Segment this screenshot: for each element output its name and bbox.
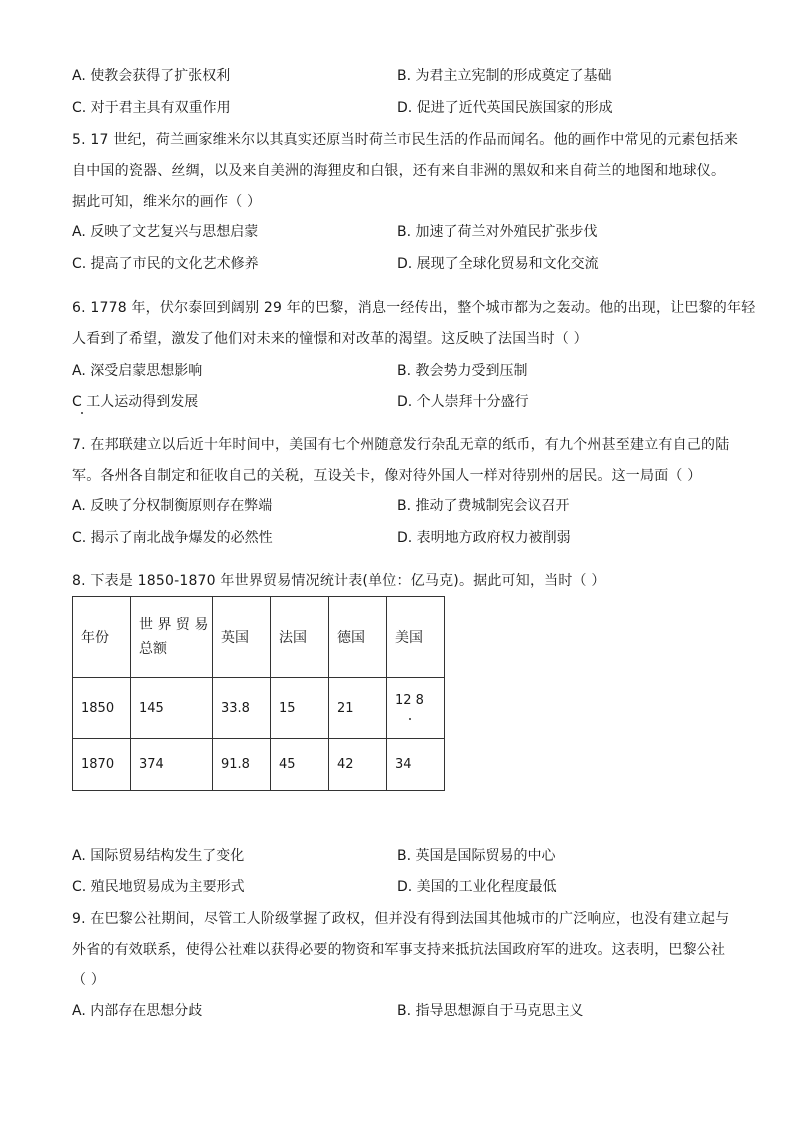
q7-option-d[interactable]: D. 表明地方政府权力被削弱 (397, 530, 571, 546)
q5-stem-line-2: 自中国的瓷器、丝绸，以及来自美洲的海狸皮和白银，还有来自非洲的黑奴和来自荷兰的地图和地球仪。 (72, 163, 726, 179)
cell-france-1870: 45 (271, 739, 329, 791)
header-germany: 德国 (329, 597, 387, 678)
q7-option-c[interactable]: C. 揭示了南北战争爆发的必然性 (72, 530, 273, 546)
q6-option-d[interactable]: D. 个人崇拜十分盛行 (397, 394, 529, 410)
q9-option-b[interactable]: B. 指导思想源自于马克思主义 (397, 1003, 584, 1019)
q6-stem-line-2: 人看到了希望，激发了他们对未来的憧憬和对改革的渴望。这反映了法国当时（ ） (72, 331, 588, 347)
table-header-row (73, 597, 445, 678)
cell-world-1850: 145 (131, 678, 213, 739)
cell-world-1870: 374 (131, 739, 213, 791)
q6-stem-line-1: 6. 1778 年，伏尔泰回到阔别 29 年的巴黎，消息一经传出，整个城市都为之轰动。他的出现，让巴黎的年轻 (72, 300, 756, 316)
q8-option-b[interactable]: B. 英国是国际贸易的中心 (397, 848, 556, 864)
cell-year-1870: 1870 (73, 739, 131, 791)
header-france: 法国 (271, 597, 329, 678)
cell-britain-1850: 33.8 (213, 678, 271, 739)
q7-option-a[interactable]: A. 反映了分权制衡原则存在弊端 (72, 498, 273, 514)
q5-stem-line-1: 5. 17 世纪，荷兰画家维米尔以其真实还原当时荷兰市民生活的作品而闻名。他的画作中常见的元素包括来 (72, 132, 739, 148)
q8-option-c[interactable]: C. 殖民地贸易成为主要形式 (72, 879, 245, 895)
q5-option-c[interactable]: C. 提高了市民的文化艺术修养 (72, 256, 259, 272)
q4-option-c[interactable]: C. 对于君主具有双重作用 (72, 100, 231, 116)
cell-france-1850: 15 (271, 678, 329, 739)
cell-britain-1870: 91.8 (213, 739, 271, 791)
q9-stem-line-3: （ ） (72, 972, 106, 988)
cell-year-1850: 1850 (73, 678, 131, 739)
q8-option-d[interactable]: D. 美国的工业化程度最低 (397, 879, 557, 895)
cell-usa-1850-value: 12 8 (395, 692, 424, 708)
cell-usa-1870: 34 (387, 739, 445, 791)
q9-option-a[interactable]: A. 内部存在思想分歧 (72, 1003, 203, 1019)
q5-option-d[interactable]: D. 展现了全球化贸易和文化交流 (397, 256, 599, 272)
q4-option-b[interactable]: B. 为君主立宪制的形成奠定了基础 (397, 68, 612, 84)
cell-germany-1850: 21 (329, 678, 387, 739)
q7-option-b[interactable]: B. 推动了费城制宪会议召开 (397, 498, 570, 514)
q9-stem-line-2: 外省的有效联系，使得公社难以获得必要的物资和军事支持来抵抗法国政府军的进攻。这表明，巴黎公社 (72, 942, 726, 958)
q7-stem-line-1: 7. 在邦联建立以后近十年时间中，美国有七个州随意发行杂乱无章的纸币，有九个州甚至建立有自己的陆 (72, 437, 730, 453)
header-world-total (131, 597, 213, 678)
scan-speck (409, 718, 411, 720)
scan-speck (81, 412, 83, 414)
q4-option-a[interactable]: A. 使教会获得了扩张权利 (72, 68, 231, 84)
q7-stem-line-2: 军。各州各自制定和征收自己的关税，互设关卡，像对待外国人一样对待别州的居民。这一局面（ ） (72, 468, 702, 484)
q9-stem-line-1: 9. 在巴黎公社期间，尽管工人阶级掌握了政权，但并没有得到法国其他城市的广泛响应，也没有建立起与 (72, 911, 730, 927)
header-year: 年份 (73, 597, 131, 678)
q5-stem-line-3: 据此可知，维米尔的画作（ ） (72, 194, 262, 210)
q5-option-b[interactable]: B. 加速了荷兰对外殖民扩张步伐 (397, 224, 598, 240)
q8-option-a[interactable]: A. 国际贸易结构发生了变化 (72, 848, 245, 864)
q6-option-b[interactable]: B. 教会势力受到压制 (397, 363, 528, 379)
table-row (73, 739, 445, 791)
q8-stem: 8. 下表是 1850-1870 年世界贸易情况统计表(单位：亿马克)。据此可知，当时（ ） (72, 573, 606, 589)
table-row (73, 678, 445, 739)
cell-usa-1850 (387, 678, 445, 739)
q6-option-a[interactable]: A. 深受启蒙思想影响 (72, 363, 203, 379)
header-world-total-line1: 世 界 贸 易 (139, 617, 209, 633)
header-world-total-line2: 总额 (139, 641, 167, 657)
q4-option-d[interactable]: D. 促进了近代英国民族国家的形成 (397, 100, 613, 116)
header-britain: 英国 (213, 597, 271, 678)
q5-option-a[interactable]: A. 反映了文艺复兴与思想启蒙 (72, 224, 259, 240)
trade-statistics-table (72, 596, 445, 791)
header-usa: 美国 (387, 597, 445, 678)
cell-germany-1870: 42 (329, 739, 387, 791)
q6-option-c[interactable]: C 工人运动得到发展 (72, 394, 199, 410)
